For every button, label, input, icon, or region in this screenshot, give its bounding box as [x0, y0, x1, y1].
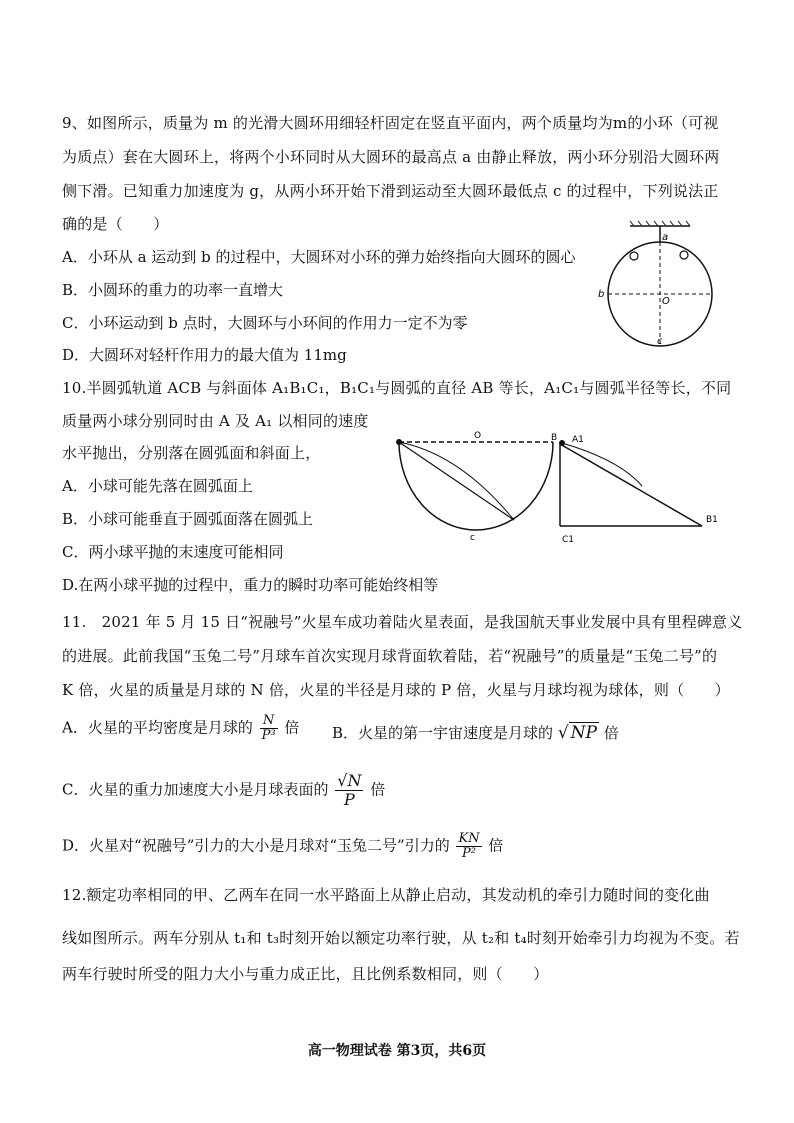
q11-option-c-text: C．火星的重力加速度大小是月球表面的 — [62, 780, 329, 799]
q9-label-c: c — [657, 336, 663, 347]
q10-option-a: A．小球可能先落在圆弧面上 — [62, 477, 253, 495]
q11-option-a-suffix: 倍 — [284, 718, 300, 737]
q9-ring-figure — [590, 220, 730, 350]
fraction-numerator: KN — [458, 831, 480, 846]
q10-line-1: 10.半圆弧轨道 ACB 与斜面体 A₁B₁C₁，B₁C₁与圆弧的直径 AB 等长，A₁C₁与圆弧半径等长，不同 — [62, 379, 732, 397]
q12-line-1: 12.额定功率相同的甲、乙两车在同一水平路面上从静止启动，其发动机的牵引力随时间的变化曲 — [62, 886, 710, 904]
q9-line-1: 9、如图所示，质量为 m 的光滑大圆环用细轻杆固定在竖直平面内，两个质量均为m的小环（可视 — [62, 114, 719, 132]
q11-option-c-suffix: 倍 — [370, 780, 386, 799]
q11-line-1: 11. 2021 年 5 月 15 日“祝融号”火星车成功着陆火星表面，是我国航天事业发展中具有里程碑意义 — [62, 613, 743, 631]
q9-label-o: O — [662, 296, 670, 307]
q10-label-c: c — [470, 533, 475, 543]
q10-arc-incline-figure — [390, 430, 730, 548]
q11-option-c — [62, 772, 385, 809]
q9-label-b: b — [598, 289, 605, 300]
q10-option-b: B．小球可能垂直于圆弧面落在圆弧上 — [62, 510, 314, 528]
fraction-denominator: P — [343, 790, 355, 809]
fraction-numerator: √N — [337, 771, 362, 790]
q11-line-2: 的进展。此前我国“玉兔二号”月球车首次实现月球背面软着陆，若“祝融号”的质量是“玉兔二号”的 — [62, 647, 718, 665]
q10-line-3: 水平抛出，分别落在圆弧面和斜面上， — [62, 444, 321, 462]
q12-line-2: 线如图所示。两车分别从 t₁和 t₃时刻开始以额定功率行驶，从 t₂和 t₄时刻开始牵引力均视为不变。若 — [62, 929, 740, 947]
q11-option-b-sqrt: √ NP — [557, 723, 597, 743]
q9-line-2: 为质点）套在大圆环上，将两个小环同时从大圆环的最高点 a 由静止释放，两小环分别沿大圆环两 — [62, 148, 720, 166]
q11-option-b-text: B．火星的第一宇宙速度是月球的 — [332, 724, 554, 742]
q10-label-b: B — [551, 433, 558, 443]
q11-option-d-suffix: 倍 — [488, 836, 504, 855]
q11-option-a-fraction — [260, 714, 278, 743]
q11-option-c-fraction — [335, 772, 363, 809]
q11-option-d-fraction — [456, 832, 481, 861]
fraction-numerator: N — [260, 714, 278, 729]
q10-label-c1: C1 — [562, 535, 575, 545]
q10-label-a1: A1 — [572, 435, 584, 445]
q10-label-b1: B1 — [706, 515, 718, 525]
page-footer: 高一物理试卷 第3页，共6页 — [307, 1043, 487, 1059]
q9-option-d: D．大圆环对轻杆作用力的最大值为 11mg — [62, 346, 347, 364]
q11-line-3: K 倍，火星的质量是月球的 N 倍，火星的半径是月球的 P 倍，火星与月球均视为球体，则（ ） — [62, 681, 730, 699]
q11-option-b-suffix: 倍 — [603, 724, 619, 742]
q9-option-a: A．小环从 a 运动到 b 的过程中，大圆环对小环的弹力始终指向大圆环的圆心 — [62, 248, 576, 266]
q11-option-a-text: A．火星的平均密度是月球的 — [62, 718, 253, 737]
q10-option-d: D.在两小球平抛的过程中，重力的瞬时功率可能始终相等 — [62, 576, 439, 594]
q10-line-2: 质量两小球分别同时由 A 及 A₁ 以相同的速度 — [62, 412, 369, 430]
q9-option-c: C．小环运动到 b 点时，大圆环与小环间的作用力一定不为零 — [62, 314, 468, 332]
q9-line-3: 侧下滑。已知重力加速度为 g，从两小环开始下滑到运动至大圆环最低点 c 的过程中，下列说法正 — [62, 182, 719, 200]
q12-line-3: 两车行驶时所受的阻力大小与重力成正比，且比例系数相同，则（ ） — [62, 965, 549, 983]
q10-option-c: C．两小球平抛的末速度可能相同 — [62, 543, 284, 561]
fraction-denominator: P³ — [261, 728, 276, 743]
q9-option-b: B．小圆环的重力的功率一直增大 — [62, 281, 284, 299]
q11-option-a — [62, 714, 299, 743]
sqrt-radicand: NP — [570, 723, 597, 743]
q10-label-o: O — [474, 431, 482, 441]
fraction-denominator: P² — [462, 846, 477, 861]
q9-line-4: 确的是（ ） — [62, 215, 169, 233]
q11-option-b — [332, 722, 619, 743]
q9-label-a: a — [662, 232, 669, 243]
q11-option-d-text: D．火星对“祝融号”引力的大小是月球对“玉兔二号”引力的 — [62, 836, 450, 855]
q11-option-d — [62, 832, 503, 861]
